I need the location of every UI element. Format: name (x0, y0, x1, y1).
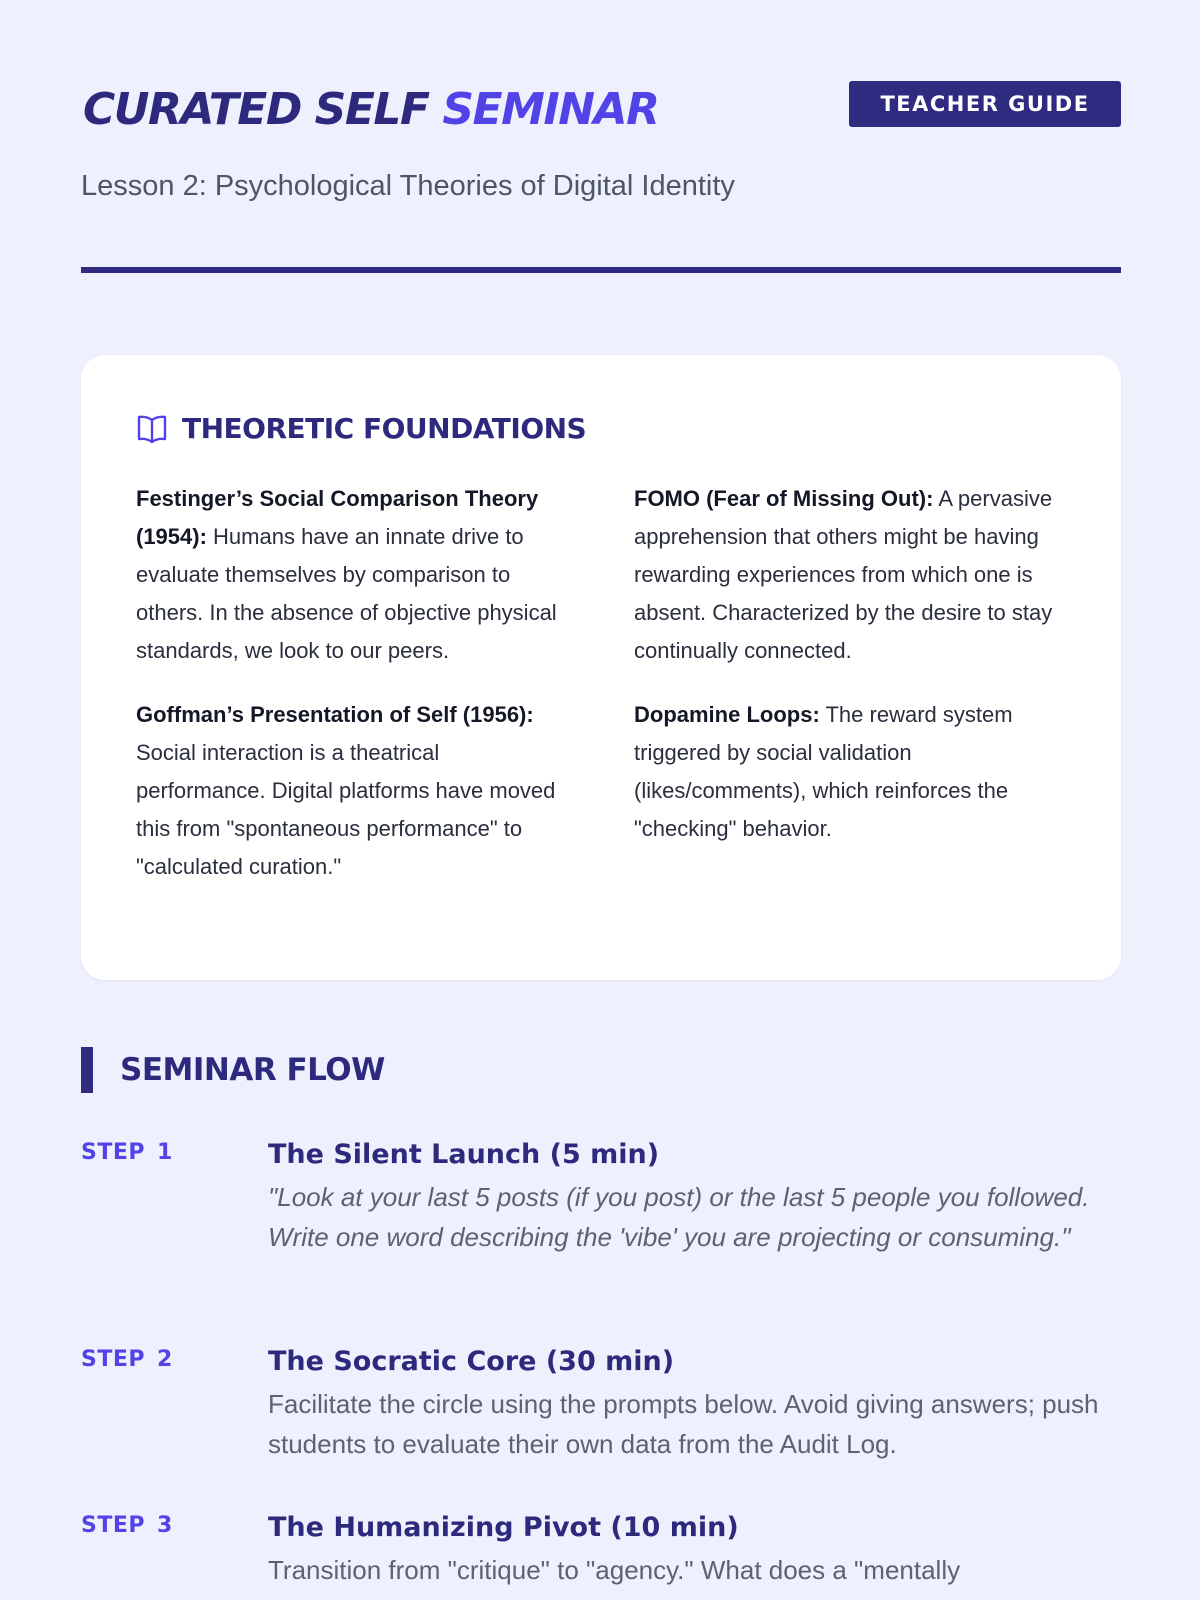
theories-grid (136, 480, 1066, 886)
title-accent: SEMINAR (442, 84, 659, 135)
step-title: The Humanizing Pivot (10 min) (268, 1512, 739, 1543)
lesson-subtitle: Lesson 2: Psychological Theories of Digital Identity (81, 170, 735, 202)
theory-text: Humans have an innate drive to evaluate themselves by comparison to others. In the absence of objective physical standards, we look to our peers. (136, 524, 557, 663)
step-number: 2 (157, 1347, 173, 1372)
header-divider (81, 267, 1121, 273)
theoretic-foundations-card (81, 355, 1121, 980)
teacher-guide-badge: TEACHER GUIDE (849, 81, 1121, 127)
step-number: 1 (157, 1140, 173, 1165)
step-label (81, 1140, 173, 1165)
theory-social-comparison (136, 480, 566, 670)
step-number: 3 (157, 1513, 173, 1538)
theory-presentation-of-self (136, 696, 566, 886)
foundations-heading (136, 412, 586, 445)
step-title: The Socratic Core (30 min) (268, 1346, 675, 1377)
theory-dopamine-loops (634, 696, 1064, 886)
seminar-flow-heading (81, 1047, 385, 1093)
step-body (268, 1347, 1128, 1464)
step-word: STEP (81, 1513, 146, 1538)
theory-name: FOMO (Fear of Missing Out): (634, 486, 934, 511)
page-title (83, 80, 659, 140)
open-book-icon (136, 414, 168, 444)
step-description: "Look at your last 5 posts (if you post) or the last 5 people you followed. Write one word describing the 'vibe' you are projecting or consuming." (268, 1182, 1090, 1252)
step-body (268, 1140, 1128, 1257)
theory-text: Social interaction is a theatrical performance. Digital platforms have moved this from "spontaneous performance" to "calculated curation." (136, 740, 556, 879)
step-title: The Silent Launch (5 min) (268, 1139, 660, 1170)
theory-fomo (634, 480, 1064, 670)
step-word: STEP (81, 1140, 146, 1165)
theory-name: Festinger’s Social Comparison Theory (1954): (136, 486, 539, 549)
theory-text: A pervasive apprehension that others might be having rewarding experiences from which one is absent. Characterized by the desire to stay continually connected. (634, 486, 1053, 663)
section-accent-bar (81, 1047, 93, 1093)
step-word: STEP (81, 1347, 146, 1372)
seminar-flow-title: SEMINAR FLOW (120, 1052, 385, 1088)
teacher-guide-page (81, 0, 1121, 1585)
theory-name: Goffman’s Presentation of Self (1956): (136, 702, 534, 727)
step-description: Facilitate the circle using the prompts below. Avoid giving answers; push students to evaluate their own data from the Audit Log. (268, 1389, 1099, 1459)
theory-text: The reward system triggered by social validation (likes/comments), which reinforces the "checking" behavior. (634, 702, 1013, 841)
step-description: Transition from "critique" to "agency." What does a "mentally (268, 1555, 961, 1585)
step-label (81, 1513, 173, 1538)
step-body (268, 1513, 1128, 1590)
foundations-heading-text: THEORETIC FOUNDATIONS (182, 412, 587, 445)
theory-name: Dopamine Loops: (634, 702, 820, 727)
page-header (81, 0, 1121, 275)
title-main: CURATED SELF (83, 84, 429, 135)
step-label (81, 1347, 173, 1372)
